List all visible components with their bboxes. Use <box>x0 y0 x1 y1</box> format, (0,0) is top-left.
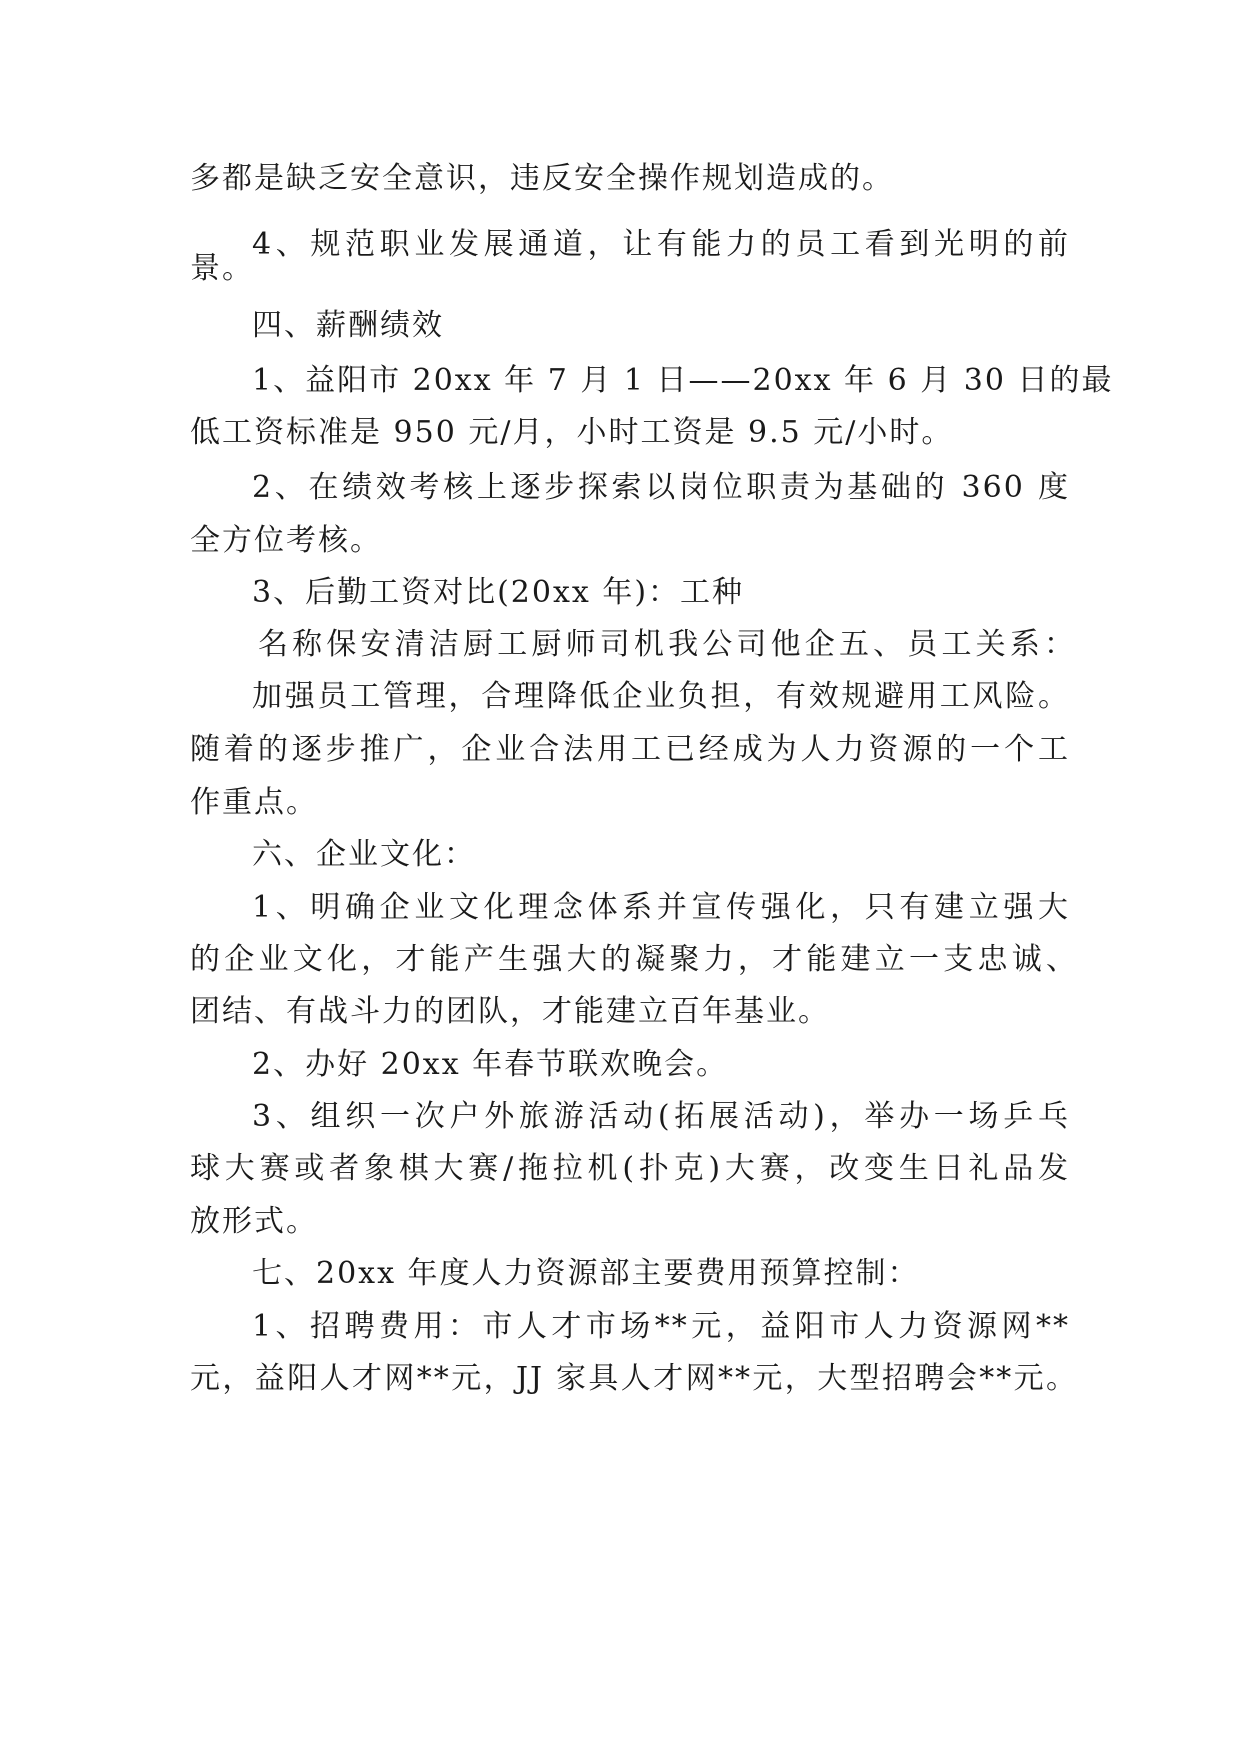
text-line-5: 1、益阳市 20xx 年 7 月 1 日——20xx 年 6 月 30 日的最 <box>252 363 1114 398</box>
text-line-6: 低工资标准是 950 元/月，小时工资是 9.5 元/小时。 <box>190 415 954 450</box>
text-line-15: 1、明确企业文化理念体系并宣传强化，只有建立强大 <box>252 890 1070 925</box>
section-heading-budget: 七、20xx 年度人力资源部主要费用预算控制： <box>252 1256 920 1291</box>
text-line-24: 元，益阳人才网**元，JJ 家具人才网**元，大型招聘会**元。 <box>190 1361 1078 1396</box>
text-line-18: 2、办好 20xx 年春节联欢晚会。 <box>252 1047 729 1082</box>
text-line-2: 4、规范职业发展通道，让有能力的员工看到光明的前 <box>252 227 1070 262</box>
text-line-1: 多都是缺乏安全意识，违反安全操作规划造成的。 <box>190 161 894 196</box>
text-line-9: 3、后勤工资对比(20xx 年)：工种 <box>252 575 745 610</box>
text-line-10: 名称保安清洁厨工厨师司机我公司他企五、员工关系： <box>258 627 1076 662</box>
text-line-19: 3、组织一次户外旅游活动(拓展活动)，举办一场乒乓 <box>252 1099 1070 1134</box>
text-line-13: 作重点。 <box>190 785 318 820</box>
text-line-3: 景。 <box>190 251 254 286</box>
section-heading-culture: 六、企业文化： <box>252 837 476 872</box>
text-line-20: 球大赛或者象棋大赛/拖拉机(扑克)大赛，改变生日礼品发 <box>190 1151 1070 1186</box>
text-line-7: 2、在绩效考核上逐步探索以岗位职责为基础的 360 度 <box>252 470 1070 505</box>
text-line-17: 团结、有战斗力的团队，才能建立百年基业。 <box>190 994 830 1029</box>
section-heading-compensation: 四、薪酬绩效 <box>252 308 444 343</box>
text-line-11: 加强员工管理，合理降低企业负担，有效规避用工风险。 <box>252 679 1070 714</box>
text-line-8: 全方位考核。 <box>190 523 382 558</box>
text-line-16: 的企业文化，才能产生强大的凝聚力，才能建立一支忠诚、 <box>190 942 1078 977</box>
text-line-21: 放形式。 <box>190 1204 318 1239</box>
text-line-23: 1、招聘费用：市人才市场**元，益阳市人力资源网** <box>252 1309 1070 1344</box>
text-line-12: 随着的逐步推广，企业合法用工已经成为人力资源的一个工 <box>190 732 1070 767</box>
